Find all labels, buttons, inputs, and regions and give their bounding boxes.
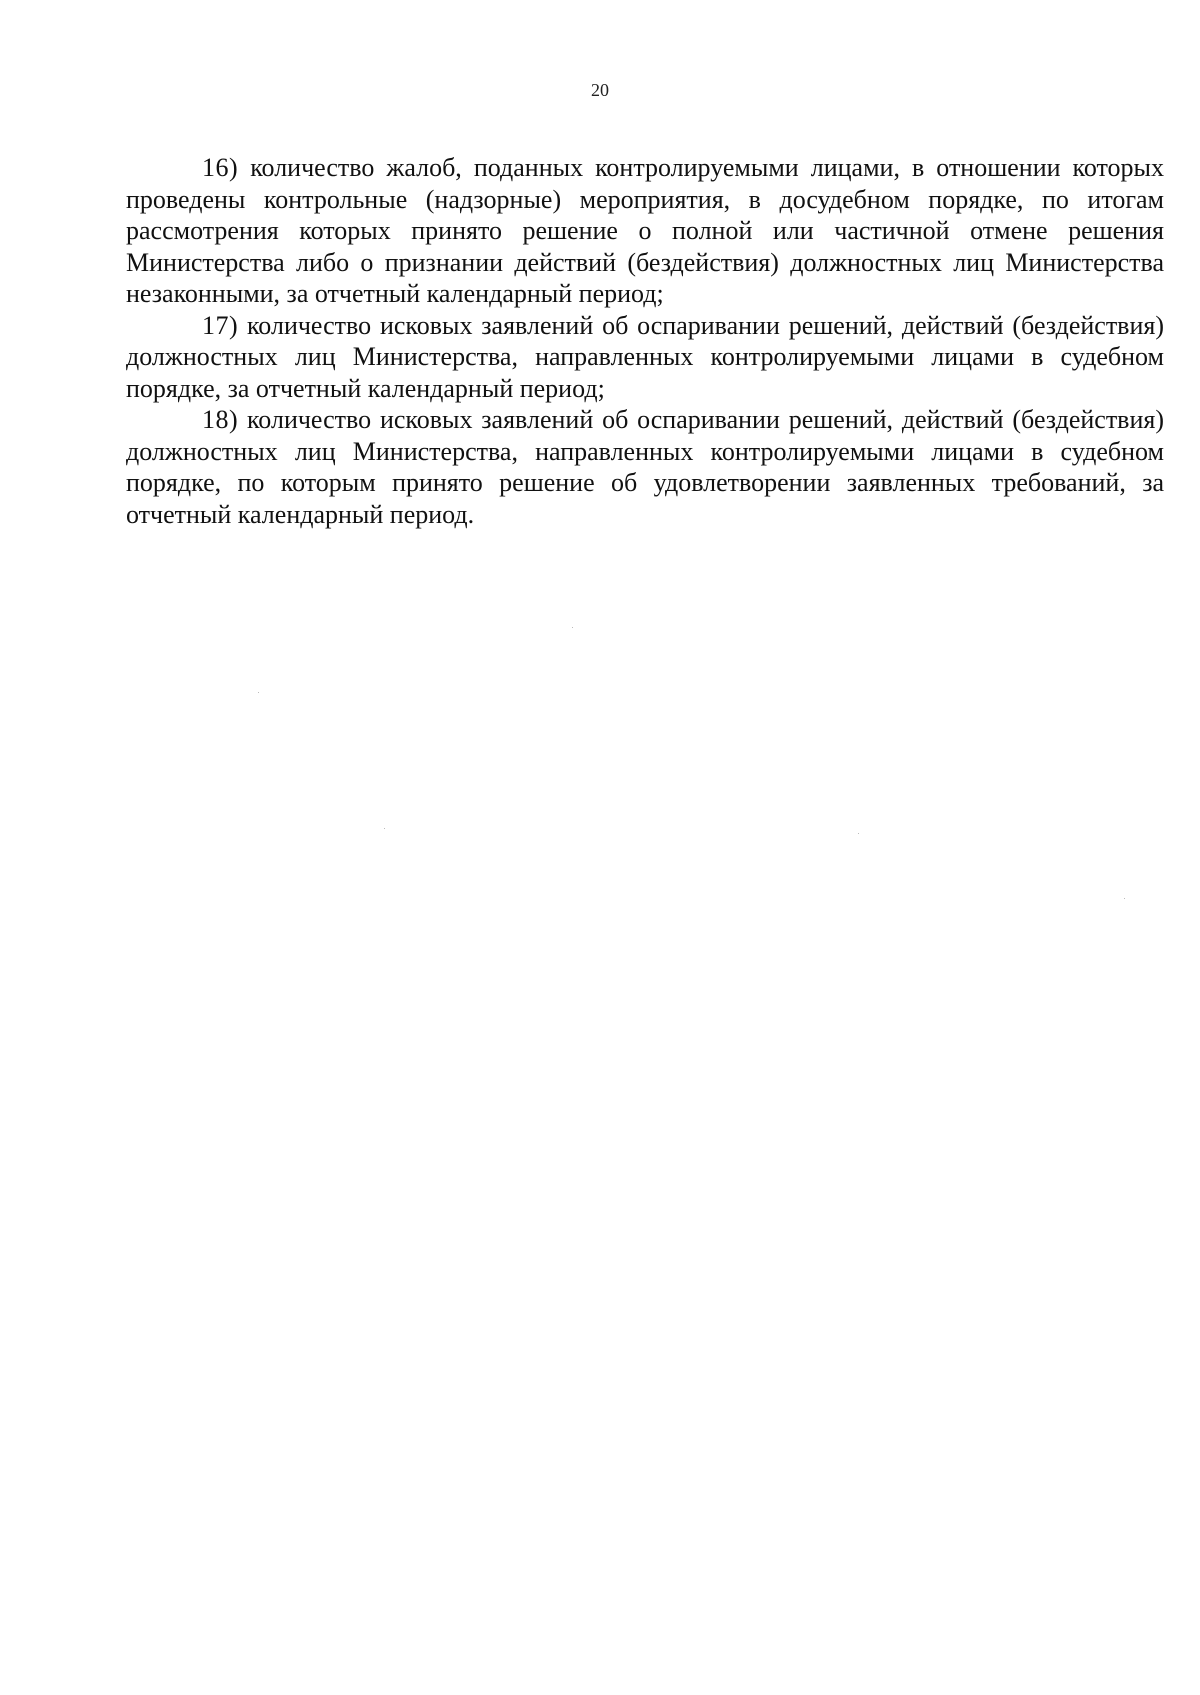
- scan-speck: [572, 627, 573, 628]
- list-item-16: [126, 152, 1164, 310]
- scan-speck: [384, 828, 385, 829]
- list-item-18: [126, 404, 1164, 530]
- scan-speck: [1124, 898, 1125, 899]
- document-body: [126, 152, 1164, 530]
- list-item-text: количество жалоб, поданных контролируемыми лицами, в отношении которых проведены контрольные (надзорные) мероприятия, в досудебном порядке, по итогам рассмотрения которых принято решение о полной или частичной отмене решения Министерства либо о признании действий (бездействия) должностных лиц Министерства незаконными, за отчетный календарный период;: [126, 153, 1165, 308]
- scan-speck: [258, 692, 259, 693]
- list-item-number: 17): [202, 310, 239, 340]
- list-item-17: [126, 310, 1164, 405]
- list-item-number: 16): [202, 153, 239, 182]
- list-item-text: количество исковых заявлений об оспаривании решений, действий (бездействия) должностных лиц Министерства, направленных контролируемыми лицами в судебном порядке, по которым принято решение об удовлетворении заявленных требований, за отчетный календарный период.: [126, 405, 1164, 529]
- list-item-text: количество исковых заявлений об оспаривании решений, действий (бездействия) должностных лиц Министерства, направленных контролируемыми лицами в судебном порядке, за отчетный календарный период;: [126, 310, 1164, 403]
- list-item-number: 18): [202, 405, 239, 434]
- scan-speck: [858, 833, 859, 834]
- page-number: 20: [591, 80, 609, 100]
